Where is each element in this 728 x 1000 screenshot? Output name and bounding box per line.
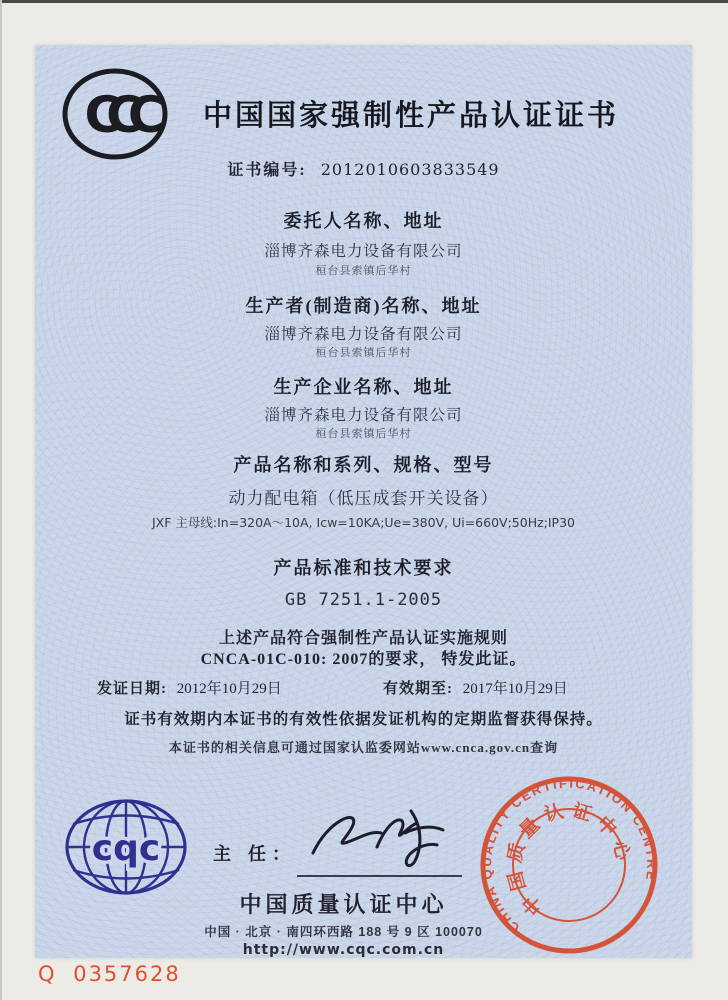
certificate-title: 中国国家强制性产品认证证书 (202, 100, 619, 132)
applicant-address: 桓台县索镇后华村 (315, 265, 412, 277)
issue-date (97, 677, 282, 698)
compliance-line1: 上述产品符合强制性产品认证实施规则 (218, 630, 508, 647)
organization-address: 中国 · 北京 · 南四环西路 188 号 9 区 100070 (204, 925, 483, 939)
issue-date-value: 2012年10月29日 (176, 681, 282, 697)
certificate-number-value: 2012010603833549 (320, 160, 500, 179)
signature-line (297, 875, 462, 877)
scan-left-edge (0, 0, 2, 1000)
director-signature (307, 803, 467, 883)
director-label: 主 任： (213, 844, 297, 864)
issue-date-label: 发证日期: (97, 681, 167, 697)
expiry-date-label: 有效期至: (383, 681, 453, 697)
manufacturer-company: 淄博齐森电力设备有限公司 (264, 407, 463, 424)
scan-top-edge (0, 0, 728, 3)
product-name: 动力配电箱（低压成套开关设备） (228, 489, 499, 508)
producer-address: 桓台县索镇后华村 (315, 347, 412, 359)
certificate-paper (35, 45, 692, 958)
expiry-date-value: 2017年10月29日 (462, 681, 568, 697)
applicant-company: 淄博齐森电力设备有限公司 (264, 243, 463, 260)
svg-text:CCC: CCC (84, 86, 150, 144)
svg-text:CHINA QUALITY CERTIFICATION CE (477, 773, 661, 940)
stamp-inner-text: 中国质量认证中心 (504, 800, 634, 919)
validity-note: 证书有效期内本证书的有效性依据发证机构的定期监督获得保持。 (124, 711, 603, 728)
serial-number: Q 0357628 (38, 962, 181, 986)
applicant-heading: 委托人名称、地址 (283, 211, 444, 231)
standard-value: GB 7251.1-2005 (284, 590, 443, 610)
dates-row (35, 677, 692, 701)
product-spec: JXF 主母线:In=320A～10A, Icw=10KA;Ue=380V, Ui=660V;50Hz;IP30 (151, 515, 576, 530)
cqc-logo-icon (63, 797, 189, 902)
standard-heading: 产品标准和技术要求 (273, 558, 454, 578)
cqc-red-stamp (477, 773, 661, 962)
producer-company: 淄博齐森电力设备有限公司 (264, 326, 463, 343)
product-heading: 产品名称和系列、规格、型号 (233, 455, 494, 475)
organization-website: http://www.cqc.com.cn (242, 942, 445, 958)
manufacturer-address: 桓台县索镇后华村 (315, 428, 412, 440)
manufacturer-heading: 生产企业名称、地址 (273, 377, 454, 397)
expiry-date (383, 677, 568, 698)
certificate-number-label: 证书编号: (227, 162, 307, 179)
certificate-number (35, 157, 692, 180)
stamp-outer-text: CHINA QUALITY CERTIFICATION CENTRE (478, 775, 660, 936)
organization-name: 中国质量认证中心 (239, 892, 448, 917)
compliance-line2: CNCA-01C-010: 2007的要求， 特发此证。 (200, 651, 527, 668)
producer-heading: 生产者(制造商)名称、地址 (245, 296, 482, 316)
info-note: 本证书的相关信息可通过国家认监委网站www.cnca.gov.cn查询 (168, 740, 559, 755)
cqc-logo-text: cqc (91, 828, 161, 869)
